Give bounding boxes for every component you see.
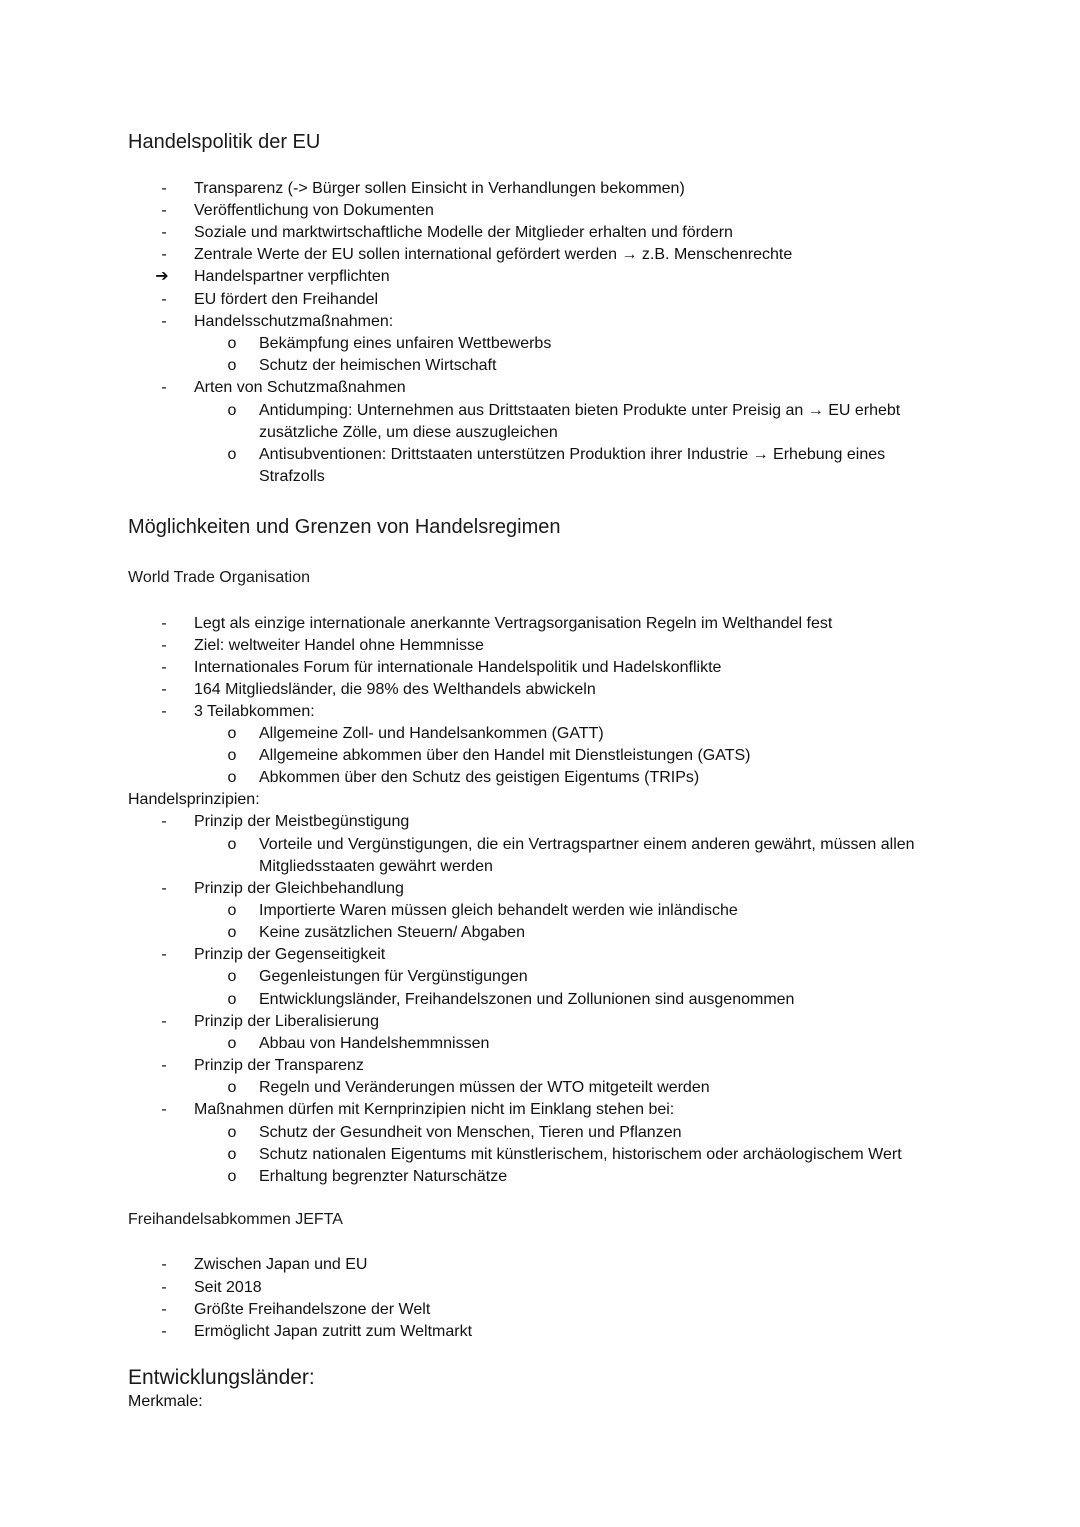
- dash-bullet: -: [161, 224, 167, 241]
- sub-list-item: Regeln und Veränderungen müssen der WTO mitgeteilt werden: [259, 1079, 710, 1096]
- list-item: Seit 2018: [194, 1279, 262, 1296]
- list-item: Prinzip der Gegenseitigkeit: [194, 946, 386, 963]
- dash-bullet: -: [161, 180, 167, 197]
- circle-bullet: o: [227, 1124, 237, 1141]
- list-item: Zwischen Japan und EU: [194, 1256, 368, 1273]
- subsection-title-wto: World Trade Organisation: [128, 569, 311, 586]
- circle-bullet: o: [227, 747, 237, 764]
- dash-bullet: -: [161, 615, 167, 632]
- dash-bullet: -: [161, 1057, 167, 1074]
- sub-list-item: Bekämpfung eines unfairen Wettbewerbs: [259, 335, 552, 352]
- dash-bullet: -: [161, 880, 167, 897]
- arrow-bullet-icon: ➔: [155, 268, 169, 285]
- list-item: Zentrale Werte der EU sollen international gefördert werden → z.B. Menschenrechte: [194, 246, 793, 263]
- list-item: Prinzip der Gleichbehandlung: [194, 880, 404, 897]
- sub-list-item: Allgemeine abkommen über den Handel mit Dienstleistungen (GATS): [259, 747, 751, 764]
- dash-bullet: -: [161, 813, 167, 830]
- sub-list-item: Entwicklungsländer, Freihandelszonen und Zollunionen sind ausgenommen: [259, 991, 795, 1008]
- sub-list-item-continued: Strafzolls: [259, 468, 325, 485]
- sub-list-item: Schutz der Gesundheit von Menschen, Tieren und Pflanzen: [259, 1124, 682, 1141]
- principles-label: Handelsprinzipien:: [128, 791, 260, 808]
- list-item: Handelspartner verpflichten: [194, 268, 390, 285]
- dash-bullet: -: [161, 703, 167, 720]
- circle-bullet: o: [227, 924, 237, 941]
- list-item: Prinzip der Transparenz: [194, 1057, 364, 1074]
- list-item: Ermöglicht Japan zutritt zum Weltmarkt: [194, 1323, 473, 1340]
- circle-bullet: o: [227, 836, 237, 853]
- sub-list-item: Allgemeine Zoll- und Handelsankommen (GATT): [259, 725, 604, 742]
- list-item: Transparenz (-> Bürger sollen Einsicht in Verhandlungen bekommen): [194, 180, 685, 197]
- sub-list-item: Vorteile und Vergünstigungen, die ein Vertragspartner einem anderen gewährt, müssen allen: [259, 836, 915, 853]
- list-item: Prinzip der Liberalisierung: [194, 1013, 379, 1030]
- list-item: Soziale und marktwirtschaftliche Modelle der Mitglieder erhalten und fördern: [194, 224, 733, 241]
- list-item: Internationales Forum für internationale Handelspolitik und Hadelskonflikte: [194, 659, 722, 676]
- list-item: 3 Teilabkommen:: [194, 703, 315, 720]
- list-item: Maßnahmen dürfen mit Kernprinzipien nicht im Einklang stehen bei:: [194, 1101, 675, 1118]
- sub-list-item: Keine zusätzlichen Steuern/ Abgaben: [259, 924, 525, 941]
- dash-bullet: -: [161, 1013, 167, 1030]
- dash-bullet: -: [161, 1301, 167, 1318]
- sub-list-item-continued: zusätzliche Zölle, um diese auszugleichen: [259, 424, 558, 441]
- circle-bullet: o: [227, 335, 237, 352]
- section-title-developing: Entwicklungsländer:: [128, 1366, 315, 1389]
- dash-bullet: -: [161, 1279, 167, 1296]
- list-item: Veröffentlichung von Dokumenten: [194, 202, 434, 219]
- list-item: EU fördert den Freihandel: [194, 291, 379, 308]
- sub-list-item: Gegenleistungen für Vergünstigungen: [259, 968, 528, 985]
- dash-bullet: -: [161, 946, 167, 963]
- circle-bullet: o: [227, 991, 237, 1008]
- dash-bullet: -: [161, 291, 167, 308]
- sub-list-item: Schutz nationalen Eigentums mit künstlerischem, historischem oder archäologischem Wert: [259, 1146, 902, 1163]
- dash-bullet: -: [161, 246, 167, 263]
- subsection-title-jefta: Freihandelsabkommen JEFTA: [128, 1211, 343, 1228]
- list-item: Prinzip der Meistbegünstigung: [194, 813, 410, 830]
- dash-bullet: -: [161, 1256, 167, 1273]
- sub-list-item-continued: Mitgliedsstaaten gewährt werden: [259, 858, 493, 875]
- circle-bullet: o: [227, 446, 237, 463]
- list-item: Arten von Schutzmaßnahmen: [194, 379, 406, 396]
- circle-bullet: o: [227, 402, 237, 419]
- sub-list-item: Abkommen über den Schutz des geistigen Eigentums (TRIPs): [259, 769, 700, 786]
- dash-bullet: -: [161, 1101, 167, 1118]
- circle-bullet: o: [227, 725, 237, 742]
- circle-bullet: o: [227, 1168, 237, 1185]
- circle-bullet: o: [227, 1035, 237, 1052]
- list-item: Legt als einzige internationale anerkannte Vertragsorganisation Regeln im Welthandel fest: [194, 615, 833, 632]
- dash-bullet: -: [161, 659, 167, 676]
- circle-bullet: o: [227, 1079, 237, 1096]
- dash-bullet: -: [161, 202, 167, 219]
- sub-list-item: Abbau von Handelshemmnissen: [259, 1035, 490, 1052]
- dash-bullet: -: [161, 313, 167, 330]
- sub-list-item: Erhaltung begrenzter Naturschätze: [259, 1168, 508, 1185]
- list-item: Ziel: weltweiter Handel ohne Hemmnisse: [194, 637, 484, 654]
- sub-list-item: Antidumping: Unternehmen aus Drittstaaten bieten Produkte unter Preisig an → EU erhebt: [259, 402, 901, 419]
- circle-bullet: o: [227, 357, 237, 374]
- sub-list-item: Schutz der heimischen Wirtschaft: [259, 357, 497, 374]
- features-label: Merkmale:: [128, 1393, 203, 1410]
- list-item: Größte Freihandelszone der Welt: [194, 1301, 431, 1318]
- sub-list-item: Importierte Waren müssen gleich behandelt werden wie inländische: [259, 902, 738, 919]
- list-item: 164 Mitgliedsländer, die 98% des Welthandels abwickeln: [194, 681, 596, 698]
- circle-bullet: o: [227, 968, 237, 985]
- circle-bullet: o: [227, 769, 237, 786]
- section-title-regime: Möglichkeiten und Grenzen von Handelsregimen: [128, 516, 561, 538]
- dash-bullet: -: [161, 1323, 167, 1340]
- dash-bullet: -: [161, 637, 167, 654]
- dash-bullet: -: [161, 681, 167, 698]
- circle-bullet: o: [227, 1146, 237, 1163]
- circle-bullet: o: [227, 902, 237, 919]
- dash-bullet: -: [161, 379, 167, 396]
- sub-list-item: Antisubventionen: Drittstaaten unterstützen Produktion ihrer Industrie → Erhebung eines: [259, 446, 886, 463]
- list-item: Handelsschutzmaßnahmen:: [194, 313, 394, 330]
- section-title-eu: Handelspolitik der EU: [128, 131, 321, 153]
